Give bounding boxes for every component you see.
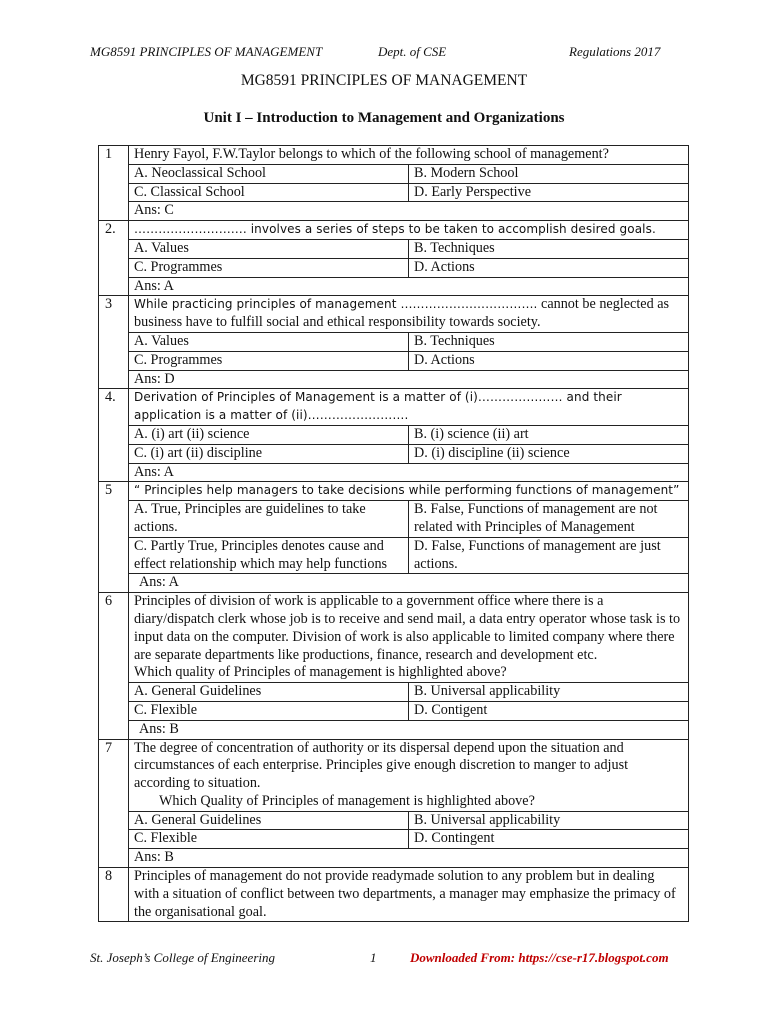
option-a: A. Neoclassical School: [129, 164, 409, 183]
option-b: B. (i) science (ii) art: [409, 425, 689, 444]
option-d: D. Actions: [409, 351, 689, 370]
option-a: A. General Guidelines: [129, 811, 409, 830]
question-text: [129, 593, 689, 683]
option-d: D. Contigent: [409, 701, 689, 720]
option-d: D. Early Perspective: [409, 183, 689, 202]
download-source-link[interactable]: Downloaded From: https://cse-r17.blogspot.com: [410, 950, 669, 965]
question-text-part: While practicing principles of management …………………………….: [134, 297, 538, 312]
question-table: [98, 145, 689, 922]
option-c: C. (i) art (ii) discipline: [129, 444, 409, 463]
question-row: [99, 146, 689, 165]
question-row: [99, 389, 689, 426]
option-a: A. Values: [129, 332, 409, 351]
question-text: [129, 739, 689, 811]
option-a: A. General Guidelines: [129, 683, 409, 702]
question-number: 2.: [99, 221, 129, 296]
option-a: A. True, Principles are guidelines to take actions.: [129, 501, 409, 538]
question-number: 5: [99, 482, 129, 593]
answer: Ans: A: [129, 574, 689, 593]
question-row: [99, 296, 689, 333]
header-regulations: Regulations 2017: [569, 44, 661, 59]
header-course: MG8591 PRINCIPLES OF MANAGEMENT: [90, 44, 323, 59]
question-number: 3: [99, 296, 129, 389]
question-row: [99, 221, 689, 240]
option-d: D. (i) discipline (ii) science: [409, 444, 689, 463]
answer: Ans: B: [129, 849, 689, 868]
question-body: The degree of concentration of authority or its dispersal depend upon the situation and circumstances of each enterprise. Principles give enough discretion to manger to adjust according to situation.: [134, 739, 629, 792]
question-prompt: Which quality of Principles of management is highlighted above?: [134, 664, 507, 681]
question-number: 4.: [99, 389, 129, 482]
option-c: C. Partly True, Principles denotes cause and effect relationship which may help functions: [129, 537, 409, 574]
question-text: ………………………. involves a series of steps to be taken to accomplish desired goals.: [129, 221, 689, 240]
question-row: [99, 739, 689, 811]
page-number: 1: [370, 950, 377, 965]
option-c: C. Programmes: [129, 258, 409, 277]
option-a: A. Values: [129, 239, 409, 258]
question-number: 6: [99, 593, 129, 739]
page-title: MG8591 PRINCIPLES OF MANAGEMENT: [240, 72, 528, 89]
option-d: D. Contingent: [409, 830, 689, 849]
option-d: D. False, Functions of management are just actions.: [409, 537, 689, 574]
option-b: B. Techniques: [409, 239, 689, 258]
page-subtitle: Unit I – Introduction to Management and Organizations: [203, 110, 565, 126]
question-row: [99, 482, 689, 501]
option-a: A. (i) art (ii) science: [129, 425, 409, 444]
answer: Ans: D: [129, 370, 689, 389]
question-text-part: cannot be neglected as business have to fulfill social and ethical responsibility towards society.: [134, 296, 670, 331]
option-b: B. Techniques: [409, 332, 689, 351]
question-body: Principles of division of work is applicable to a government office where there is a diary/dispatch clerk whose job is to receive and send mail, a data entry operator whose task is to input data on the computer. Division of work is also applicable to limited company where there are separate departments like productions, finance, research and development etc.: [134, 593, 681, 663]
option-b: B. False, Functions of management are not related with Principles of Management: [409, 501, 689, 538]
answer: Ans: C: [129, 202, 689, 221]
option-b: B. Modern School: [409, 164, 689, 183]
question-number: 8: [99, 868, 129, 922]
answer: Ans: A: [129, 463, 689, 482]
question-number: 7: [99, 739, 129, 868]
question-text: “ Principles help managers to take decisions while performing functions of management”: [129, 482, 689, 501]
answer: Ans: A: [129, 277, 689, 296]
option-c: C. Flexible: [129, 701, 409, 720]
option-b: B. Universal applicability: [409, 683, 689, 702]
option-c: C. Flexible: [129, 830, 409, 849]
question-text: Principles of management do not provide readymade solution to any problem but in dealing with a situation of conflict between two departments, a manager may emphasize the primacy of the organisational goal.: [129, 868, 689, 922]
option-d: D. Actions: [409, 258, 689, 277]
question-prompt: Which Quality of Principles of management is highlighted above?: [159, 792, 535, 809]
question-row: [99, 593, 689, 683]
footer-college: St. Joseph’s College of Engineering: [90, 950, 275, 965]
question-row: [99, 868, 689, 922]
question-number: 1: [99, 146, 129, 221]
question-text: [129, 296, 689, 333]
option-c: C. Classical School: [129, 183, 409, 202]
option-b: B. Universal applicability: [409, 811, 689, 830]
question-text: Derivation of Principles of Management is a matter of (i)………………… and their application is a matter of (ii)…………………….: [129, 389, 689, 426]
question-text: Henry Fayol, F.W.Taylor belongs to which of the following school of management?: [129, 146, 689, 165]
option-c: C. Programmes: [129, 351, 409, 370]
header-dept: Dept. of CSE: [378, 44, 447, 59]
answer: Ans: B: [129, 720, 689, 739]
